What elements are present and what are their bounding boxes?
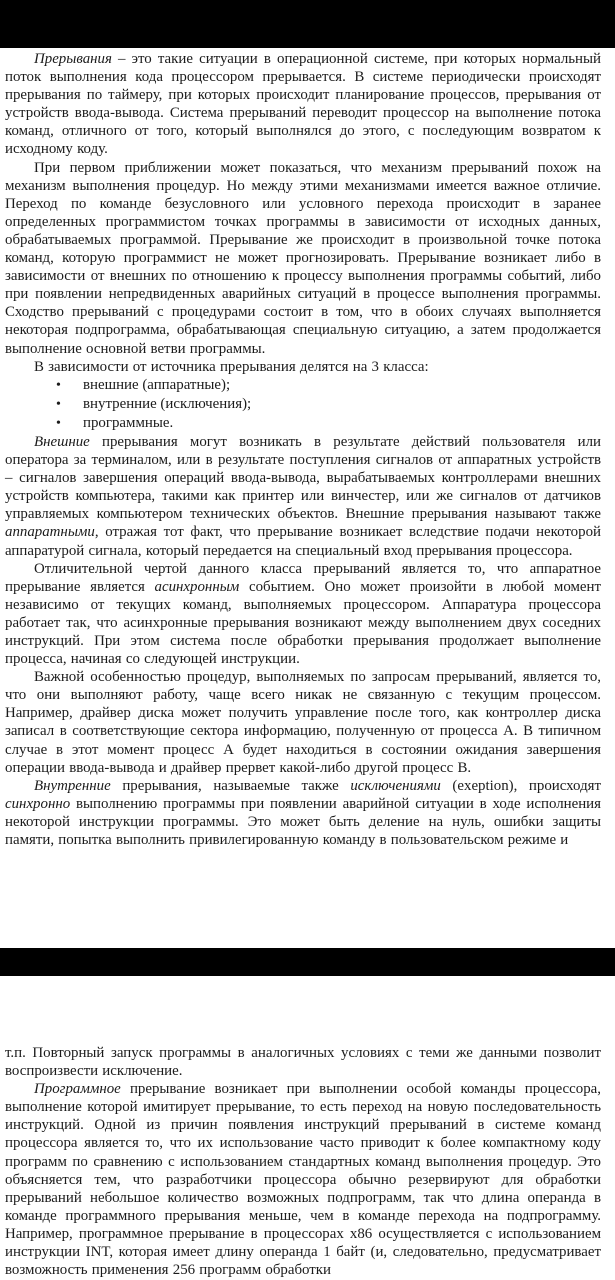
text-run-italic: исключениями <box>350 777 441 794</box>
list-item-software <box>56 414 601 433</box>
paragraph-interrupts-definition <box>5 50 601 159</box>
document-page-1 <box>0 50 615 849</box>
text-run: прерывания могут возникать в результате действий пользователя или оператора за терминалом, или в результате поступления сигналов от аппаратных устройств – сигналов завершения операций ввода-вывода, вырабатываемых контроллерами внешних устройств компьютера, такими как принтер или винчестер, или же сигналов от датчиков управляемых компьютером технических объектов. Внешние прерывания называют также <box>5 433 601 523</box>
text-run-italic: Внешние <box>34 433 90 450</box>
text-run: В зависимости от источника прерывания делятся на 3 класса: <box>34 358 429 375</box>
text-run: Отличительной чертой данного класса прерываний является то, что аппаратное прерывание является <box>5 560 601 595</box>
list-item-label: программные. <box>83 414 174 431</box>
interrupt-classes-list <box>5 376 601 433</box>
document-page-2 <box>0 1044 615 1279</box>
paragraph-three-classes <box>5 358 601 376</box>
text-run-italic: синхронно <box>5 795 71 812</box>
paragraph-exception-continuation <box>5 1044 601 1080</box>
paragraph-external-interrupts <box>5 433 601 560</box>
scan-black-band-top <box>0 0 615 48</box>
text-run: (exeption), происходят <box>440 777 601 794</box>
text-run: – это такие ситуации в операционной системе, при которых нормальный поток выполнения кода процессором прерывается. В системе периодически происходят прерывания по таймеру, при которых происходит планирование процессов, прерывания от устройств ввода-вывода. Система прерываний переводит процессор на выполнение потока команд, отличного от того, который выполнялся до этого, с последующим возвратом к исходному коду. <box>5 51 601 158</box>
paragraph-software-interrupts <box>5 1080 601 1279</box>
text-run: Важной особенностью процедур, выполняемых по запросам прерываний, является то, что они выполняют работу, чаще всего никак не связанную с текущим процессом. Например, драйвер диска может получить управление после того, как контроллер диска записал в соответствующие сектора информацию, полученную от процесса А. В типичном случае в этот момент процесс А будет находиться в состоянии ожидания завершения операции ввода-вывода и драйвер прервет какой-либо другой процесс В. <box>5 669 601 776</box>
text-run: , отражая тот факт, что прерывание возникает вследствие подачи некоторой аппаратурой сигнала, который передается на специальный вход прерывания процессора. <box>5 524 601 559</box>
bullet-icon: • <box>56 415 61 431</box>
text-run-italic: аппаратными <box>5 524 95 541</box>
text-run: прерывания, называемые также <box>110 777 351 794</box>
list-item-label: внешние (аппаратные); <box>83 376 231 393</box>
paragraph-mechanism-comparison <box>5 159 601 358</box>
text-run-italic: Программное <box>34 1081 121 1098</box>
text-run: событием. Оно может произойти в любой момент независимо от текущих команд, выполняемых процессором. Аппаратура процессора работает так, что асинхронные прерывания возникают между выполнением двух соседних инструкций. При этом система после обработки прерывания продолжает выполнение процесса, начиная со следующей инструкции. <box>5 578 601 668</box>
list-item-label: внутренние (исключения); <box>83 395 252 412</box>
paragraph-asynchronous-events <box>5 560 601 669</box>
list-item-internal <box>56 395 601 414</box>
text-run: т.п. Повторный запуск программы в аналогичных условиях с теми же данными позволит воспроизвести исключение. <box>5 1045 601 1080</box>
paragraph-internal-interrupts <box>5 777 601 849</box>
paragraph-disk-driver-example <box>5 668 601 777</box>
list-item-external <box>56 376 601 395</box>
text-run-italic: Внутренние <box>34 777 111 794</box>
text-run-italic: асинхронным <box>154 578 240 595</box>
text-run: При первом приближении может показаться, что механизм прерываний похож на механизм выполнения процедур. Но между этими механизмами имеется важное отличие. Переход по команде безусловного или условного перехода происходит в заранее определенных программистом точках программы в зависимости от исходных данных, обрабатываемых программой. Прерывание же происходит в произвольной точке потока команд, которую программист не может прогнозировать. Прерывание возникает либо в зависимости от внешних по отношению к процессу выполнения программы событий, либо при появлении непредвиденных аварийных ситуаций в процессе выполнения программы. Сходство прерываний с процедурами состоит в том, что в обоих случаях выполняется некоторая подпрограмма, обрабатывающая специальную ситуацию, а затем продолжается выполнение основной ветви программы. <box>5 159 601 357</box>
scan-black-band-page-separator <box>0 948 615 976</box>
text-run: выполнению программы при появлении аварийной ситуации в ходе исполнения некоторой инструкции программы. Это может быть деление на нуль, ошибки защиты памяти, попытка выполнить привилегированную команду в пользовательском режиме и <box>5 795 601 849</box>
text-run-italic: Прерывания <box>34 51 112 67</box>
text-run: прерывание возникает при выполнении особой команды процессора, выполнение которой имитирует прерывание, то есть переход на новую последовательность инструкций. Одной из причин появления инструкций прерываний в системе команд процессора является то, что их использование часто приводит к более компактному коду программ по сравнению с использованием стандартных команд выполнения процедур. Это объясняется тем, что разработчики процессора обычно резервируют для обработки прерываний небольшое количество возможных подпрограмм, так что длина операнда в команде программного прерывания меньше, чем в команде перехода на подпрограмму. Например, программное прерывание в процессорах x86 осуществляется с использованием инструкции INT, которая имеет длину операнда 1 байт (и, следовательно, предусматривает возможность применения 256 программ обработки <box>5 1081 601 1279</box>
bullet-icon: • <box>56 396 61 412</box>
bullet-icon: • <box>56 377 61 393</box>
